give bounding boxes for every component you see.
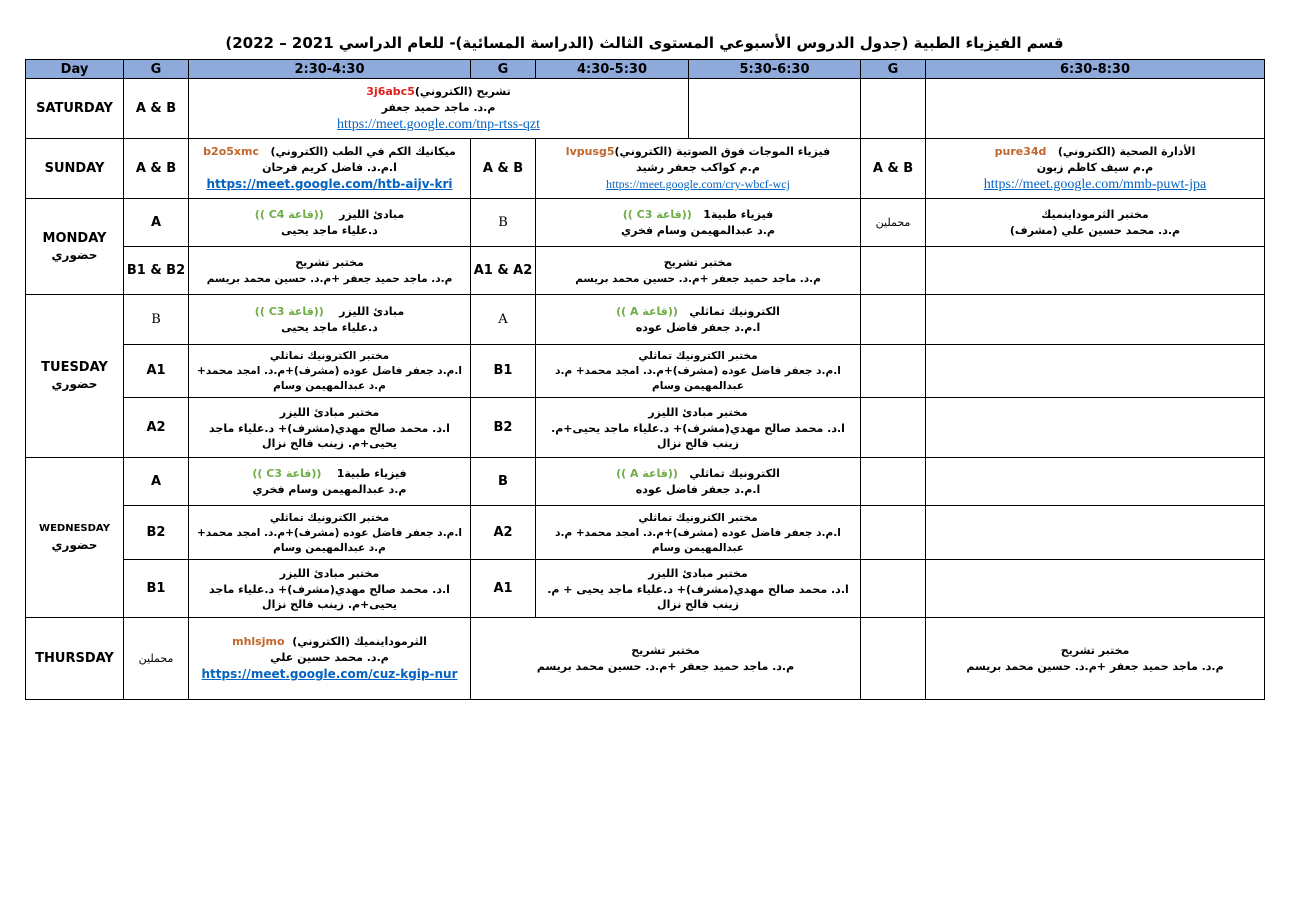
teacher: د.علياء ماجد يحيى	[281, 320, 378, 334]
subject: فيزياء طبية1	[703, 207, 774, 221]
group-cell: B1	[471, 345, 536, 398]
subject: مختبر تشريح	[663, 255, 733, 269]
empty-cell	[926, 247, 1265, 295]
session-cell	[471, 618, 861, 700]
room-label: ((قاعة A ))	[616, 466, 678, 480]
day-cell: WEDNESDAY حضوري	[26, 458, 124, 618]
session-cell	[536, 345, 861, 398]
empty-cell	[861, 618, 926, 700]
class-code: pure34d	[994, 145, 1047, 158]
meet-link[interactable]: https://meet.google.com/cuz-kgip-nur	[201, 667, 458, 681]
table-row	[26, 506, 1265, 560]
subject: مختبر مبادئ الليزر	[279, 405, 380, 419]
teacher: ا.م.د. فاضل كريم فرحان	[262, 161, 397, 174]
session-cell	[536, 295, 861, 345]
header-slot: 4:30-5:30	[536, 60, 689, 79]
group-cell: A	[124, 199, 189, 247]
subject: الكترونيك تماثلي	[689, 466, 780, 480]
empty-cell	[861, 247, 926, 295]
subject: فيزياء طبية1	[336, 466, 407, 480]
teacher: ا.م.د جعفر فاضل عوده (مشرف)+م.د. امجد محمد+ م.د عبدالمهيمن وسام	[197, 526, 462, 554]
session-cell	[536, 560, 861, 618]
empty-cell	[926, 506, 1265, 560]
header-slot: 2:30-4:30	[189, 60, 471, 79]
table-row	[26, 345, 1265, 398]
group-cell: B1	[124, 560, 189, 618]
group-cell: B1 & B2	[124, 247, 189, 295]
teacher: ا.م.د جعفر فاضل عوده (مشرف)+م.د. امجد محمد+ م.د عبدالمهيمن وسام	[555, 365, 841, 392]
day-cell: THURSDAY	[26, 618, 124, 700]
teacher: م.د. محمد حسين علي	[270, 651, 389, 664]
teacher: ا.م.د جعفر فاضل عوده (مشرف)+م.د. امجد محمد+ م.د عبدالمهيمن وسام	[555, 526, 841, 554]
header-day: Day	[26, 60, 124, 79]
empty-cell	[861, 295, 926, 345]
session-cell	[189, 458, 471, 506]
teacher: ا.م.د جعفر فاضل عوده (مشرف)+م.د. امجد محمد+ م.د عبدالمهيمن وسام	[197, 365, 462, 392]
empty-cell	[926, 79, 1265, 139]
subject: مختبر الثرموداينميك	[1041, 207, 1149, 221]
table-row	[26, 618, 1265, 700]
subject: الثرموداينميك (الكتروني)	[292, 635, 427, 648]
empty-cell	[926, 295, 1265, 345]
header-group: G	[471, 60, 536, 79]
teacher: م.د عبدالمهيمن وسام فخري	[621, 223, 775, 237]
teacher: م.د. ماجد حميد جعفر +م.د. حسين محمد بريسم	[536, 659, 795, 673]
group-cell: A	[471, 295, 536, 345]
class-code: mhlsjmo	[232, 635, 285, 648]
session-cell	[189, 560, 471, 618]
session-cell	[926, 139, 1265, 199]
teacher: ا.م.د جعفر فاضل عوده	[635, 482, 761, 496]
group-cell: B	[124, 295, 189, 345]
header-group: G	[861, 60, 926, 79]
group-cell: A1	[124, 345, 189, 398]
teacher: م.د. محمد حسين علي (مشرف)	[1009, 223, 1181, 237]
empty-cell	[926, 560, 1265, 618]
empty-cell	[861, 79, 926, 139]
session-cell	[189, 618, 471, 700]
header-row	[26, 60, 1265, 79]
day-cell: TUESDAY حضوري	[26, 295, 124, 458]
empty-cell	[926, 345, 1265, 398]
teacher: ا.د. محمد صالح مهدي(مشرف)+ د.علياء ماجد يحيى+م. زينب فالح نزال	[209, 421, 450, 450]
table-row	[26, 139, 1265, 199]
group-cell: محملين	[861, 199, 926, 247]
teacher: ا.د. محمد صالح مهدي(مشرف)+ د.علياء ماجد يحيى + م. زينب فالح نزال	[547, 582, 849, 611]
room-label: ((قاعة C4 ))	[254, 207, 324, 221]
teacher: م.د. ماجد حميد جعفر +م.د. حسين محمد بريسم	[966, 659, 1224, 673]
subject: مختبر الكترونيك تماثلي	[638, 511, 758, 524]
page-title: قسم الفيزياء الطبية (جدول الدروس الأسبوعي المستوى الثالث (الدراسة المسائية)- للعام الدراسي 2021 – 2022)	[225, 34, 1064, 52]
group-cell: A2	[471, 506, 536, 560]
teacher: ا.م.د جعفر فاضل عوده	[635, 320, 761, 334]
subject: مختبر مبادئ الليزر	[279, 566, 380, 580]
room-label: ((قاعة C3 ))	[252, 466, 322, 480]
class-code: lvpusg5	[565, 145, 615, 158]
group-cell: A1	[471, 560, 536, 618]
empty-cell	[861, 345, 926, 398]
teacher: م.د. ماجد حميد جعفر	[381, 101, 496, 114]
teacher: م.م سيف كاظم زبون	[1036, 161, 1154, 174]
group-cell: B	[471, 458, 536, 506]
group-cell: A & B	[861, 139, 926, 199]
table-row	[26, 295, 1265, 345]
subject: مبادئ الليزر	[339, 304, 405, 318]
header-slot: 6:30-8:30	[926, 60, 1265, 79]
empty-cell	[861, 398, 926, 458]
class-code: 3j6abc5	[366, 85, 415, 98]
session-cell	[536, 247, 861, 295]
meet-link[interactable]: https://meet.google.com/htb-aijv-kri	[206, 177, 453, 191]
room-label: ((قاعة C3 ))	[254, 304, 324, 318]
session-cell	[536, 506, 861, 560]
subject: مختبر الكترونيك تماثلي	[269, 350, 390, 362]
group-cell: B	[471, 199, 536, 247]
teacher: م.م كواكب جعفر رشيد	[636, 161, 760, 174]
class-code: b2o5xmc	[203, 145, 259, 158]
day-cell: SUNDAY	[26, 139, 124, 199]
group-cell: A & B	[124, 139, 189, 199]
subject: مختبر تشريح	[1060, 643, 1130, 657]
teacher: م.د عبدالمهيمن وسام فخري	[252, 482, 407, 496]
teacher: م.د. ماجد حميد جعفر +م.د. حسين محمد بريسم	[575, 272, 821, 285]
meet-link[interactable]: https://meet.google.com/cry-wbcf-wcj	[606, 177, 790, 191]
group-cell: محملين	[124, 618, 189, 700]
session-cell	[536, 398, 861, 458]
empty-cell	[926, 398, 1265, 458]
session-cell	[189, 247, 471, 295]
session-cell	[189, 398, 471, 458]
table-row	[26, 560, 1265, 618]
session-cell	[189, 345, 471, 398]
session-cell	[189, 139, 471, 199]
subject: مختبر مبادئ الليزر	[648, 405, 748, 419]
empty-cell	[926, 458, 1265, 506]
header-group: G	[124, 60, 189, 79]
meet-link[interactable]: https://meet.google.com/mmb-puwt-jpa	[983, 177, 1207, 192]
subject: مختبر مبادئ الليزر	[648, 566, 748, 580]
empty-cell	[689, 79, 861, 139]
subject: الكترونيك تماثلي	[689, 304, 780, 318]
group-cell: A & B	[471, 139, 536, 199]
empty-cell	[861, 560, 926, 618]
group-cell: B2	[471, 398, 536, 458]
group-cell: A & B	[124, 79, 189, 139]
teacher: ا.د. محمد صالح مهدي(مشرف)+ د.علياء ماجد يحيى+م. زينب فالح نزال	[551, 421, 845, 450]
session-cell	[536, 458, 861, 506]
group-cell: A2	[124, 398, 189, 458]
session-cell	[189, 79, 689, 139]
room-label: ((قاعة C3 ))	[622, 207, 692, 221]
group-cell: A1 & A2	[471, 247, 536, 295]
session-cell	[189, 199, 471, 247]
day-cell: MONDAY حضوري	[26, 199, 124, 295]
subject: مختبر تشريح	[631, 643, 700, 657]
group-cell: B2	[124, 506, 189, 560]
session-cell	[926, 618, 1265, 700]
subject: تشريح (الكتروني)	[414, 85, 511, 98]
subject: مختبر الكترونيك تماثلي	[638, 350, 758, 362]
empty-cell	[861, 506, 926, 560]
session-cell	[926, 199, 1265, 247]
table-row	[26, 458, 1265, 506]
subject: ميكانيك الكم في الطب (الكتروني)	[270, 145, 456, 158]
header-slot: 5:30-6:30	[689, 60, 861, 79]
meet-link[interactable]: https://meet.google.com/tnp-rtss-qzt	[337, 117, 540, 132]
schedule-table	[25, 59, 1265, 700]
session-cell	[536, 139, 861, 199]
room-label: ((قاعة A ))	[616, 304, 678, 318]
subject: فيزياء الموجات فوق الصوتية (الكتروني)	[614, 145, 831, 158]
day-cell: SATURDAY	[26, 79, 124, 139]
subject: مختبر الكترونيك تماثلي	[269, 511, 390, 524]
session-cell	[189, 295, 471, 345]
table-row	[26, 398, 1265, 458]
session-cell	[536, 199, 861, 247]
table-row	[26, 247, 1265, 295]
table-row	[26, 199, 1265, 247]
subject: مبادئ الليزر	[339, 207, 405, 221]
teacher: م.د. ماجد حميد جعفر +م.د. حسين محمد بريسم	[206, 272, 453, 285]
teacher: ا.د. محمد صالح مهدي(مشرف)+ د.علياء ماجد يحيى+م. زينب فالح نزال	[209, 582, 450, 611]
subject: الأدارة الصحية (الكتروني)	[1057, 145, 1196, 158]
session-cell	[189, 506, 471, 560]
table-row	[26, 79, 1265, 139]
teacher: د.علياء ماجد يحيى	[281, 223, 378, 237]
empty-cell	[861, 458, 926, 506]
group-cell: A	[124, 458, 189, 506]
subject: مختبر تشريح	[295, 255, 364, 269]
